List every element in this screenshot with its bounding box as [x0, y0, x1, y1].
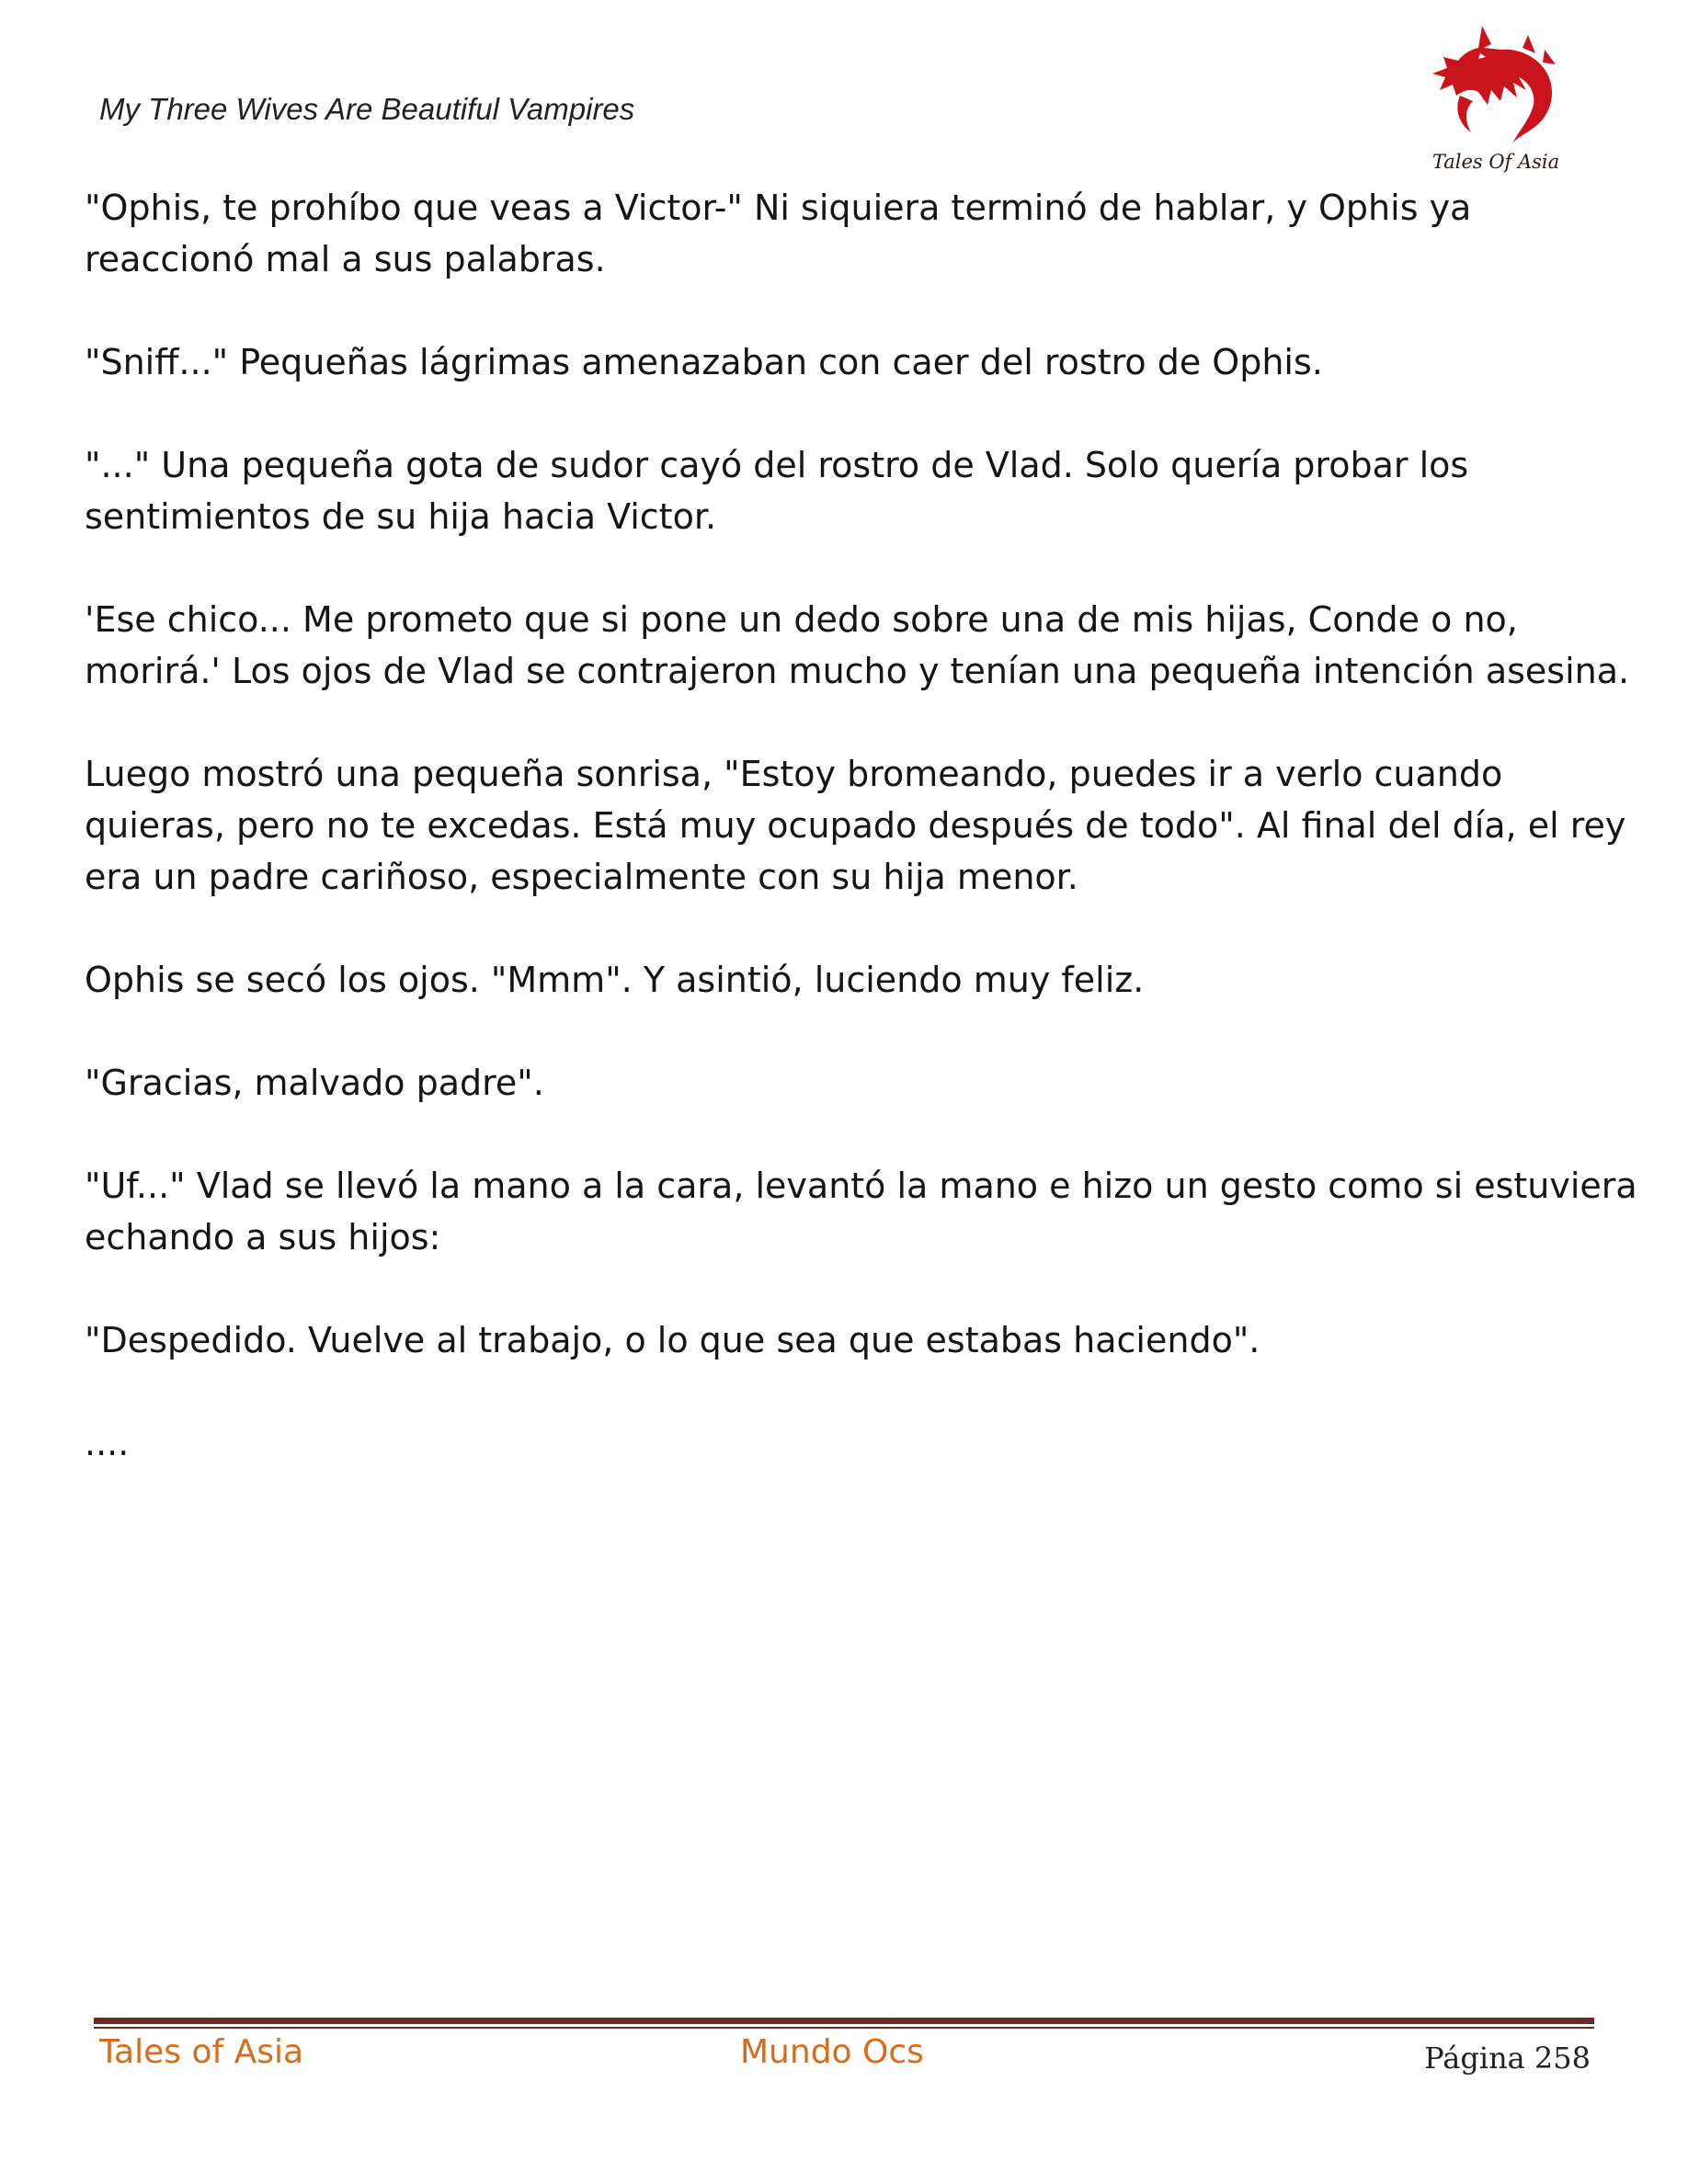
- chapter-body: [85, 182, 1638, 1520]
- paragraph: "Gracias, malvado padre".: [85, 1063, 544, 1103]
- paragraph: "..." Una pequeña gota de sudor cayó del rostro de Vlad. Solo quería probar los sentimientos de su hija hacia Victor.: [85, 445, 1469, 537]
- paragraph: "Sniff..." Pequeñas lágrimas amenazaban con caer del rostro de Ophis.: [85, 342, 1323, 382]
- page-number: Página 258: [1424, 2041, 1591, 2076]
- paragraph: "Ophis, te prohíbo que veas a Victor-" Ni siquiera terminó de hablar, y Ophis ya reaccionó mal a sus palabras.: [85, 188, 1472, 279]
- footer-divider: [94, 2018, 1594, 2024]
- footer-divider-thin: [94, 2027, 1594, 2029]
- dragon-icon: [1427, 17, 1565, 154]
- paragraph: Luego mostró una pequeña sonrisa, "Estoy bromeando, puedes ir a verlo cuando quieras, pero no te excedas. Está muy ocupado después de todo". Al final del día, el rey era un padre cariñoso, especialmente con su hija menor.: [85, 754, 1626, 897]
- logo-text: Tales Of Asia: [1431, 151, 1560, 173]
- paragraph: 'Ese chico... Me prometo que si pone un dedo sobre una de mis hijas, Conde o no, morirá.' Los ojos de Vlad se contrajeron mucho y tenían una pequeña intención asesina.: [85, 599, 1630, 691]
- paragraph: Ophis se secó los ojos. "Mmm". Y asintió, luciendo muy feliz.: [85, 960, 1145, 1000]
- footer-translator: Mundo Ocs: [740, 2033, 924, 2071]
- footer-publisher: Tales of Asia: [99, 2033, 304, 2071]
- book-title: My Three Wives Are Beautiful Vampires: [99, 92, 635, 126]
- paragraph: "Uf..." Vlad se llevó la mano a la cara, levantó la mano e hizo un gesto como si estuviera echando a sus hijos:: [85, 1166, 1637, 1257]
- tales-of-asia-logo: [1427, 17, 1565, 182]
- paragraph: ....: [85, 1423, 130, 1463]
- paragraph: "Despedido. Vuelve al trabajo, o lo que sea que estabas haciendo".: [85, 1320, 1260, 1360]
